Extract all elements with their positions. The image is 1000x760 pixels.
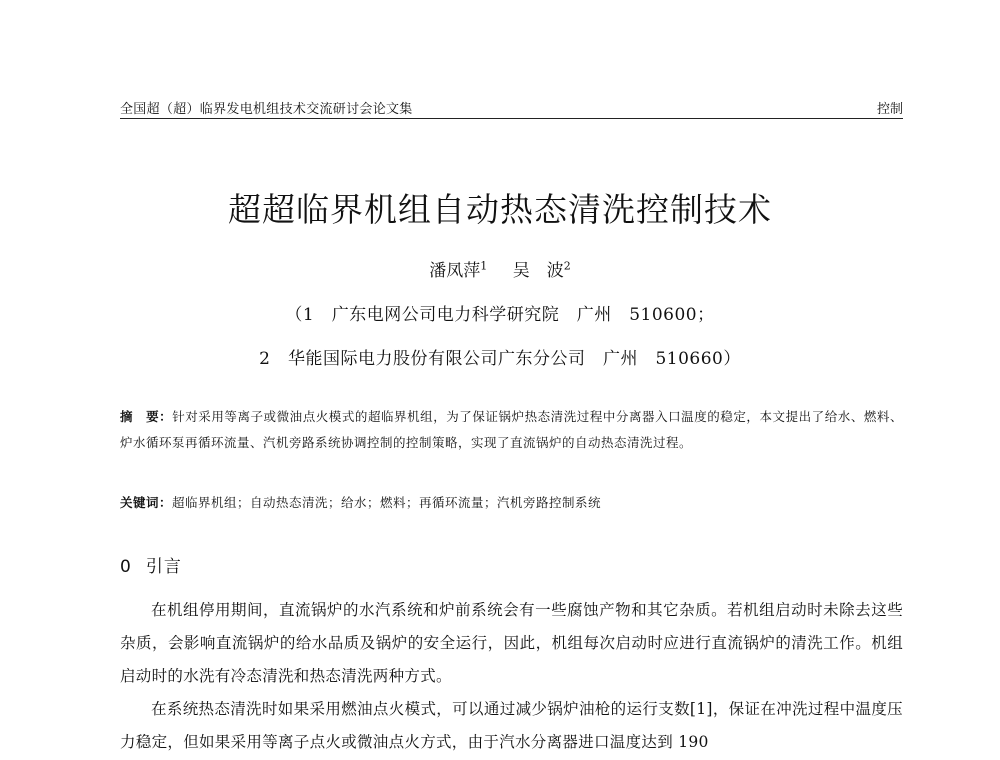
section-heading — [120, 552, 182, 577]
running-header — [120, 96, 903, 119]
author-affiliation-mark: 2 — [563, 259, 571, 273]
affiliation-line: 2 华能国际电力股份有限公司广东分公司 广州 510660） — [259, 349, 741, 369]
section-title: 引言 — [145, 557, 182, 577]
section-tag: 控制 — [876, 102, 903, 117]
paragraph: 在机组停用期间，直流锅炉的水汽系统和炉前系统会有一些腐蚀产物和其它杂质。若机组启动时未除去这些杂质，会影响直流锅炉的给水品质及锅炉的安全运行，因此，机组每次启动时应进行直流锅炉的清洗工作。机组启动时的水洗有冷态清洗和热态清洗两种方式。 — [120, 601, 903, 685]
paper-title: 超超临界机组自动热态清洗控制技术 — [228, 190, 772, 229]
keywords — [120, 492, 903, 514]
keywords-text: 超临界机组；自动热态清洗；给水；燃料；再循环流量；汽机旁路控制系统 — [172, 495, 602, 510]
author — [513, 261, 571, 281]
author-list — [0, 256, 1000, 281]
keywords-label: 关键词： — [120, 495, 173, 510]
author-affiliation-mark: 1 — [480, 259, 488, 273]
author-name: 吴 波 — [512, 261, 564, 281]
author — [429, 261, 487, 281]
abstract-text: 针对采用等离子或微油点火模式的超临界机组，为了保证锅炉热态清洗过程中分离器入口温度的稳定，本文提出了给水、燃料、炉水循环泵再循环流量、汽机旁路系统协调控制的控制策略，实现了直流锅炉的自动热态清洗过程。 — [120, 409, 903, 450]
paragraph: 在系统热态清洗时如果采用燃油点火模式，可以通过减少锅炉油枪的运行支数[1]，保证在冲洗过程中温度压力稳定，但如果采用等离子点火或微油点火方式，由于汽水分离器进口温度达到 190 — [120, 700, 903, 751]
section-number: 0 — [120, 557, 132, 577]
proceedings-title: 全国超（超）临界发电机组技术交流研讨会论文集 — [120, 102, 413, 117]
affiliation-line: （1 广东电网公司电力科学研究院 广州 510600； — [285, 305, 715, 325]
author-name: 潘凤萍 — [429, 261, 481, 281]
abstract — [120, 404, 903, 456]
abstract-label: 摘 要： — [120, 409, 173, 424]
body-text — [120, 594, 903, 759]
